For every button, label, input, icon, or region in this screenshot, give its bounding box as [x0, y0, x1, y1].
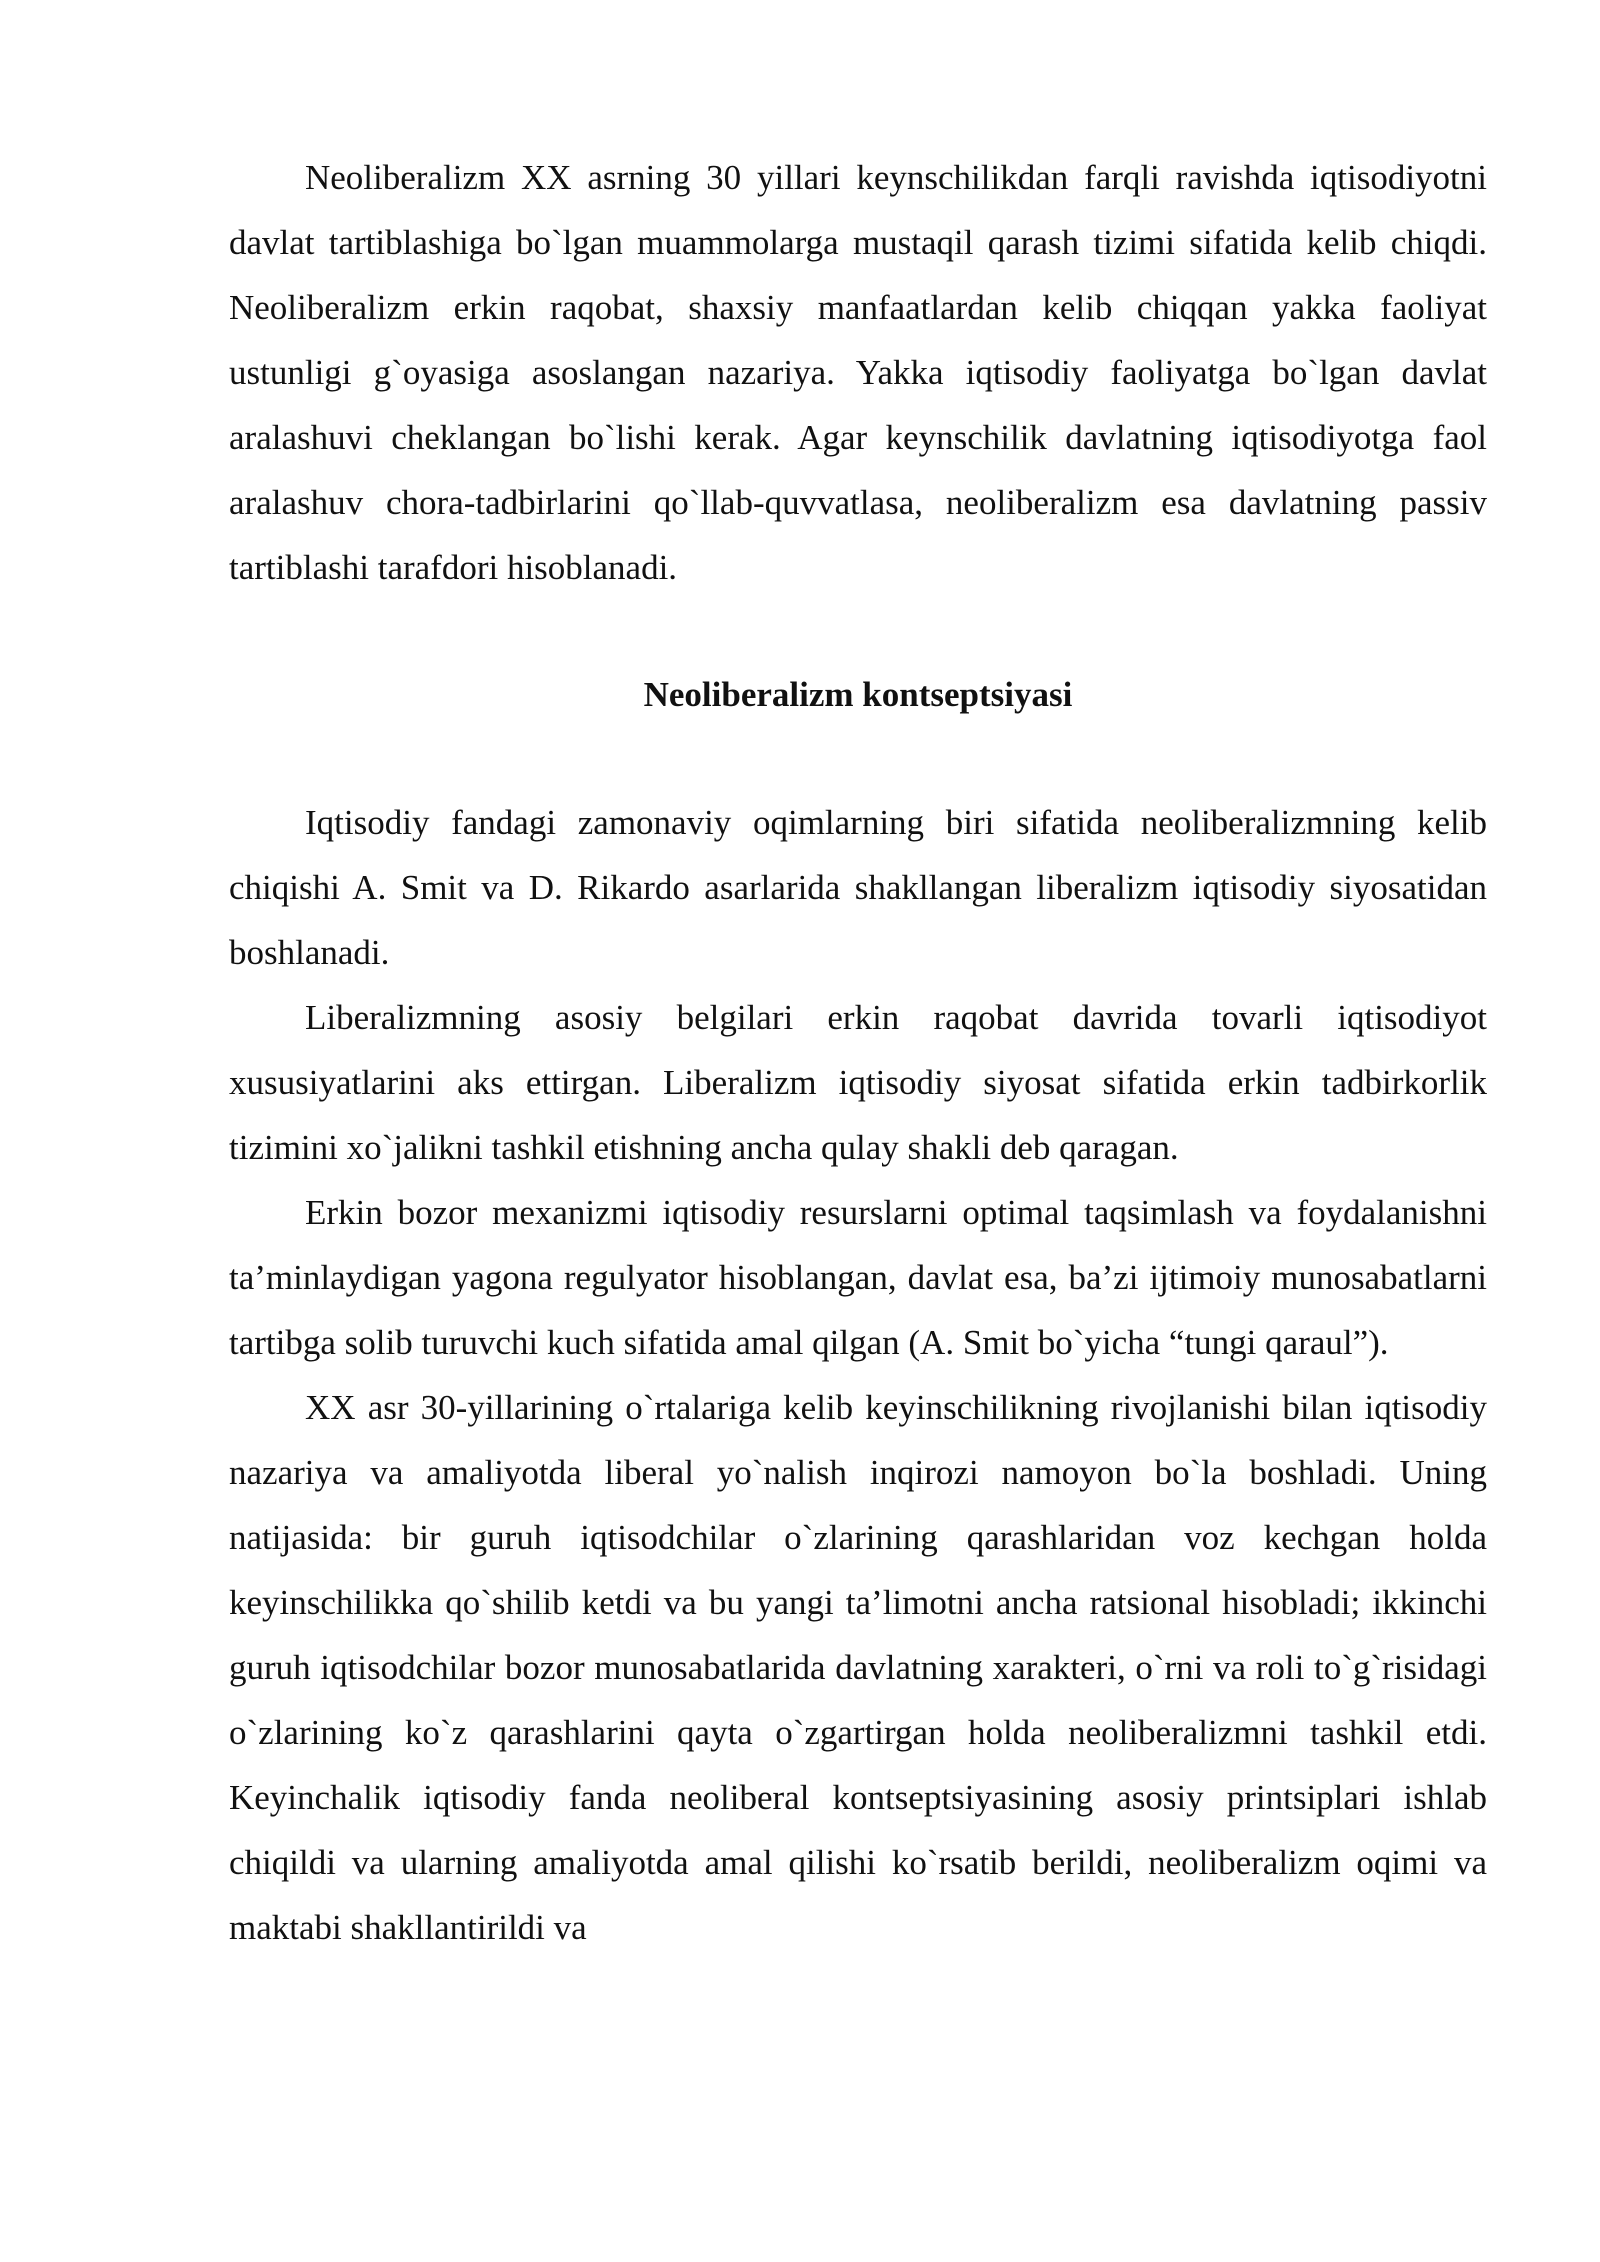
paragraph-origin: Iqtisodiy fandagi zamonaviy oqimlarning biri sifatida neoliberalizmning kelib chiqishi A. Smit va D. Rikardo asarlarida shakllangan liberalizm iqtisodiy siyosatidan boshlanadi. [229, 803, 1487, 972]
paragraph-free-market: Erkin bozor mexanizmi iqtisodiy resurslarni optimal taqsimlash va foydalanishni ta’minlaydigan yagona regulyator hisoblangan, davlat esa, ba’zi ijtimoiy munosabatlarni tartibga solib turuvchi kuch sifatida amal qilgan (A. Smit bo`yicha “tungi qaraul”). [229, 1193, 1487, 1362]
document-body [229, 145, 1487, 1960]
paragraph-liberalism-features: Liberalizmning asosiy belgilari erkin raqobat davrida tovarli iqtisodiyot xususiyatlarini aks ettirgan. Liberalizm iqtisodiy siyosat sifatida erkin tadbirkorlik tizimini xo`jalikni tashkil etishning ancha qulay shakli deb qaragan. [229, 998, 1487, 1167]
paragraph-crisis: XX asr 30-yillarining o`rtalariga kelib keyinschilikning rivojlanishi bilan iqtisodiy nazariya va amaliyotda liberal yo`nalish inqirozi namoyon bo`la boshladi. Uning natijasida: bir guruh iqtisodchilar o`zlarining qarashlaridan voz kechgan holda keyinschilikka qo`shilib ketdi va bu yangi ta’limotni ancha ratsional hisobladi; ikkinchi guruh iqtisodchilar bozor munosabatlarida davlatning xarakteri, o`rni va roli to`g`risidagi o`zlarining ko`z qarashlarini qayta o`zgartirgan holda neoliberalizmni tashkil etdi. Keyinchalik iqtisodiy fanda neoliberal kontseptsiyasining asosiy printsiplari ishlab chiqildi va ularning amaliyotda amal qilishi ko`rsatib berildi, neoliberalizm oqimi va maktabi shakllantirildi va [229, 1388, 1487, 1947]
section-heading: Neoliberalizm kontseptsiyasi [643, 675, 1073, 714]
spacer [229, 600, 1487, 662]
spacer [229, 727, 1487, 790]
intro-paragraph: Neoliberalizm XX asrning 30 yillari keynschilikdan farqli ravishda iqtisodiyotni davlat tartiblashiga bo`lgan muammolarga mustaqil qarash tizimi sifatida kelib chiqdi. Neoliberalizm erkin raqobat, shaxsiy manfaatlardan kelib chiqqan yakka faoliyat ustunligi g`oyasiga asoslangan nazariya. Yakka iqtisodiy faoliyatga bo`lgan davlat aralashuvi cheklangan bo`lishi kerak. Agar keynschilik davlatning iqtisodiyotga faol aralashuv chora-tadbirlarini qo`llab-quvvatlasa, neoliberalizm esa davlatning passiv tartiblashi tarafdori hisoblanadi. [229, 158, 1487, 587]
